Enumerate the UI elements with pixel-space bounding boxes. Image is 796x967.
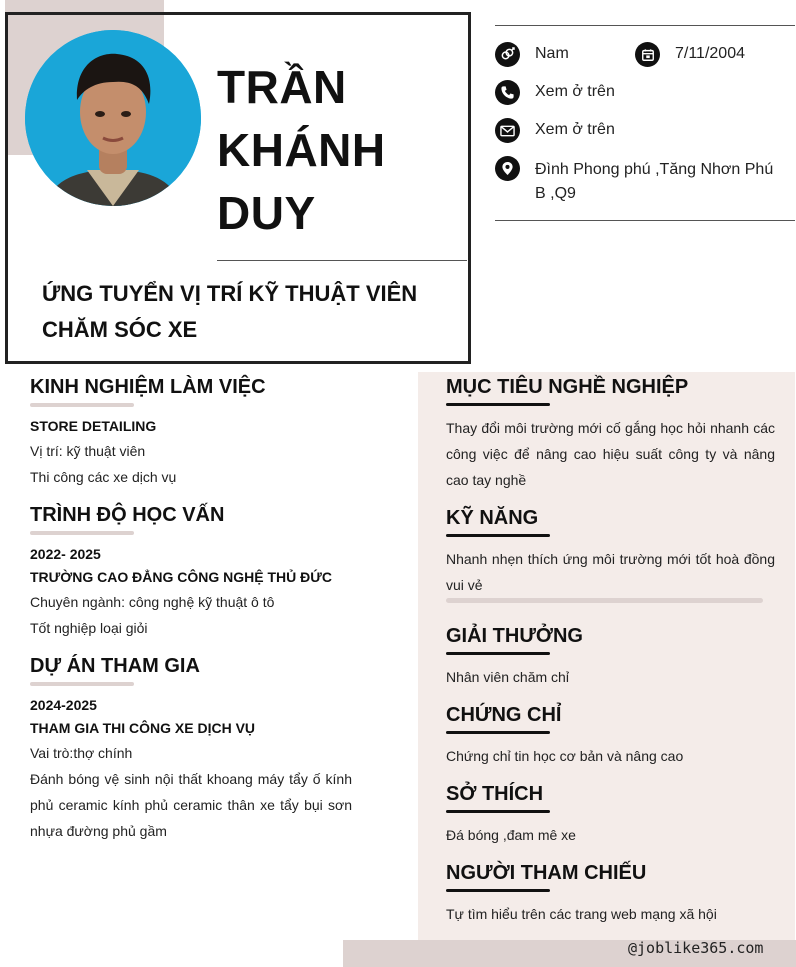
location-icon bbox=[495, 156, 520, 181]
skills-underline bbox=[446, 534, 550, 537]
name-line-2: KHÁNH bbox=[217, 124, 386, 176]
awards-title: GIẢI THƯỞNG bbox=[446, 625, 583, 647]
education-school: TRƯỜNG CAO ĐẲNG CÔNG NGHỆ THỦ ĐỨC bbox=[30, 569, 332, 585]
contact-bottom-divider bbox=[495, 220, 795, 221]
skills-title: KỸ NĂNG bbox=[446, 507, 539, 529]
name-line-3: DUY bbox=[217, 187, 316, 239]
education-grade: Tốt nghiệp loại giỏi bbox=[30, 620, 148, 636]
phone-value: Xem ở trên bbox=[535, 83, 615, 100]
address-value: Đình Phong phú ,Tăng Nhơn Phú B ,Q9 bbox=[535, 161, 774, 202]
projects-underline bbox=[30, 682, 134, 686]
projects-role: Vai trò:thợ chính bbox=[30, 745, 133, 761]
profile-photo bbox=[25, 30, 201, 206]
calendar-icon bbox=[635, 42, 660, 67]
hobbies-title: SỞ THÍCH bbox=[446, 783, 544, 805]
objective-text: Thay đổi môi trường mới cố gắng học hỏi nhanh các công việc để nâng cao hiệu suất công ty và nâng cao tay nghề bbox=[446, 420, 775, 488]
education-major: Chuyên ngành: công nghệ kỹ thuật ô tô bbox=[30, 594, 275, 610]
certificates-underline bbox=[446, 731, 550, 734]
objective-underline bbox=[446, 403, 550, 406]
education-underline bbox=[30, 531, 134, 535]
projects-title: DỰ ÁN THAM GIA bbox=[30, 655, 200, 677]
experience-underline bbox=[30, 403, 134, 407]
contact-top-divider bbox=[495, 25, 795, 26]
candidate-name bbox=[217, 56, 462, 245]
gender-value: Nam bbox=[535, 45, 569, 62]
experience-role: Vị trí: kỹ thuật viên bbox=[30, 443, 146, 459]
certificates-title: CHỨNG CHỈ bbox=[446, 704, 562, 726]
education-years: 2022- 2025 bbox=[30, 546, 101, 562]
portrait-illustration bbox=[25, 30, 201, 206]
projects-name: THAM GIA THI CÔNG XE DỊCH VỤ bbox=[30, 720, 256, 736]
phone-icon bbox=[495, 80, 520, 105]
applied-position bbox=[42, 276, 452, 348]
skill-bar bbox=[446, 598, 763, 603]
position-line-1: ỨNG TUYỂN VỊ TRÍ KỸ THUẬT VIÊN bbox=[42, 281, 418, 306]
gender-icon bbox=[495, 42, 520, 67]
awards-text: Nhân viên chăm chỉ bbox=[446, 669, 569, 685]
objective-title: MỤC TIÊU NGHỀ NGHIỆP bbox=[446, 376, 689, 398]
experience-title: KINH NGHIỆM LÀM VIỆC bbox=[30, 376, 266, 398]
position-line-2: CHĂM SÓC XE bbox=[42, 317, 198, 342]
skills-text: Nhanh nhẹn thích ứng môi trường mới tốt hoà đồng vui vẻ bbox=[446, 551, 775, 593]
references-text: Tự tìm hiểu trên các trang web mạng xã hội bbox=[446, 906, 717, 922]
certificates-text: Chứng chỉ tin học cơ bản và nâng cao bbox=[446, 748, 684, 764]
hobbies-underline bbox=[446, 810, 550, 813]
hobbies-text: Đá bóng ,đam mê xe bbox=[446, 827, 576, 843]
references-underline bbox=[446, 889, 550, 892]
references-title: NGƯỜI THAM CHIẾU bbox=[446, 862, 647, 884]
mail-icon bbox=[495, 118, 520, 143]
birthday-value: 7/11/2004 bbox=[675, 45, 745, 62]
watermark: @joblike365.com bbox=[628, 939, 764, 957]
name-divider bbox=[217, 260, 467, 261]
education-title: TRÌNH ĐỘ HỌC VẤN bbox=[30, 504, 225, 526]
projects-desc: Đánh bóng vệ sinh nội thất khoang máy tẩy ố kính phủ ceramic kính phủ ceramic thân xe tẩy bụi sơn nhựa đường phủ gầm bbox=[30, 771, 352, 839]
awards-underline bbox=[446, 652, 550, 655]
experience-company: STORE DETAILING bbox=[30, 418, 157, 434]
email-value: Xem ở trên bbox=[535, 121, 615, 138]
experience-desc: Thi công các xe dịch vụ bbox=[30, 469, 177, 485]
projects-years: 2024-2025 bbox=[30, 697, 97, 713]
name-line-1: TRẦN bbox=[217, 61, 347, 113]
